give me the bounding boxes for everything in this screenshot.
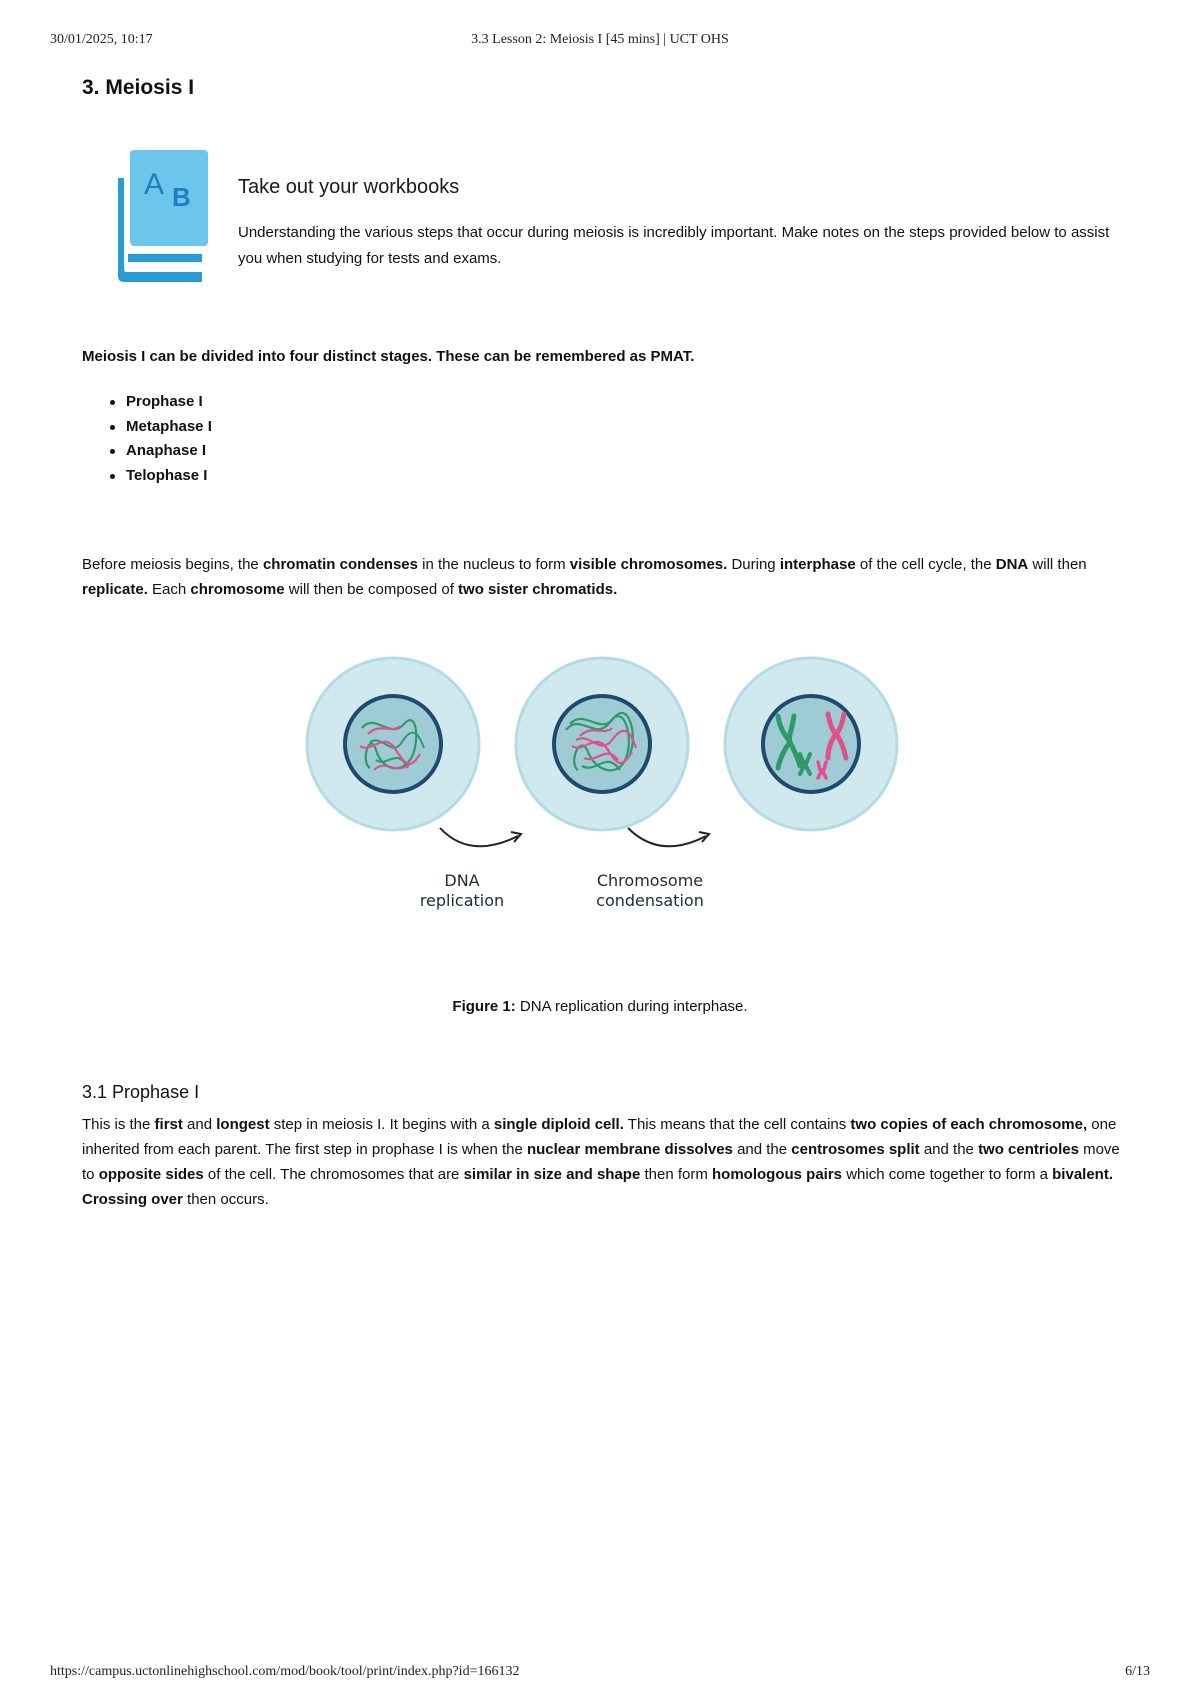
list-item: Prophase I <box>126 390 212 415</box>
bold-term: two centrioles <box>978 1141 1079 1158</box>
section-heading-prophase: 3.1 Prophase I <box>82 1082 200 1102</box>
label-chromosome: Chromosome <box>596 871 704 890</box>
cell-2 <box>516 658 688 830</box>
text-run: will then be composed of <box>284 581 459 598</box>
bold-term: two copies of each chromosome, <box>850 1116 1088 1133</box>
text-run: This means that the cell contains <box>623 1116 851 1133</box>
text-run: step in meiosis I. It begins with a <box>269 1116 494 1133</box>
workbook-callout <box>112 150 1132 290</box>
book-cover <box>130 150 208 246</box>
text-run: then occurs. <box>182 1191 269 1208</box>
book-icon <box>112 150 208 286</box>
dna-replication-figure <box>300 650 910 950</box>
bold-term: two sister chromatids. <box>458 581 618 598</box>
page-number: 6/13 <box>1125 1664 1150 1679</box>
book-letter-b: B <box>172 182 191 212</box>
label-replication: replication <box>419 891 505 910</box>
cell-1 <box>307 658 479 830</box>
list-item: Telophase I <box>126 464 212 489</box>
book-page-line <box>128 254 202 262</box>
print-datetime: 30/01/2025, 10:17 <box>50 32 153 47</box>
bold-term: chromatin condenses <box>262 556 418 573</box>
book-letter-a: A <box>144 168 165 201</box>
bold-term: homologous pairs <box>712 1166 843 1183</box>
print-url[interactable]: https://campus.uctonlinehighschool.com/mod/book/tool/print/index.php?id=166132 <box>50 1664 520 1679</box>
intro-text: Meiosis I can be divided into four distinct stages. These can be remembered as PMAT. <box>82 348 695 365</box>
bold-term: centrosomes split <box>791 1141 920 1158</box>
bold-term: visible chromosomes. <box>569 556 728 573</box>
bold-term: first <box>154 1116 183 1133</box>
text-run: and the <box>732 1141 792 1158</box>
bold-term: chromosome <box>190 581 285 598</box>
page-title: 3. Meiosis I <box>82 76 195 99</box>
bold-term: bivalent. Crossing over <box>82 1166 1113 1208</box>
bold-term: similar in size and shape <box>463 1166 641 1183</box>
caption-label: Figure 1: <box>452 998 516 1015</box>
text-run: then form <box>640 1166 713 1183</box>
figure-caption <box>0 998 1200 1015</box>
bold-term: opposite sides <box>98 1166 204 1183</box>
cell-3 <box>725 658 897 830</box>
text-run: of the cell. The chromosomes that are <box>203 1166 464 1183</box>
text-run: which come together to form a <box>842 1166 1053 1183</box>
text-run: Each <box>147 581 191 598</box>
text-run: and the <box>919 1141 979 1158</box>
text-run: of the cell cycle, the <box>855 556 996 573</box>
bold-term: single diploid cell. <box>493 1116 624 1133</box>
text-run: in the nucleus to form <box>417 556 570 573</box>
text-run: This is the <box>82 1116 155 1133</box>
bold-term: interphase <box>779 556 856 573</box>
list-item: Metaphase I <box>126 415 212 440</box>
bold-term: nuclear membrane dissolves <box>526 1141 733 1158</box>
prophase-paragraph <box>82 1112 1122 1212</box>
text-run: will then <box>1028 556 1087 573</box>
phase-list <box>82 390 212 488</box>
text-run: Before meiosis begins, the <box>82 556 263 573</box>
label-condensation: condensation <box>596 891 704 910</box>
text-run: one inherited from each parent. The first step in prophase I is when the <box>82 1116 1117 1158</box>
label-dna: DNA <box>444 871 480 890</box>
print-header <box>50 32 1150 52</box>
text-run: move to <box>82 1141 1120 1183</box>
callout-text: Understanding the various steps that occur during meiosis is incredibly important. Make notes on the steps provided below to assist you when studying for tests and exams. <box>238 224 1110 267</box>
arrow-replication <box>440 828 518 846</box>
print-footer <box>50 1664 1150 1684</box>
list-item: Anaphase I <box>126 439 212 464</box>
bold-term: DNA <box>995 556 1029 573</box>
interphase-paragraph <box>82 552 1122 602</box>
print-doc-title: 3.3 Lesson 2: Meiosis I [45 mins] | UCT OHS <box>471 32 729 47</box>
callout-title: Take out your workbooks <box>238 176 460 198</box>
caption-text: DNA replication during interphase. <box>515 998 748 1015</box>
bold-term: replicate. <box>82 581 148 598</box>
text-run: and <box>182 1116 217 1133</box>
text-run: During <box>727 556 780 573</box>
bold-term: longest <box>216 1116 270 1133</box>
arrow-condensation <box>628 828 706 846</box>
